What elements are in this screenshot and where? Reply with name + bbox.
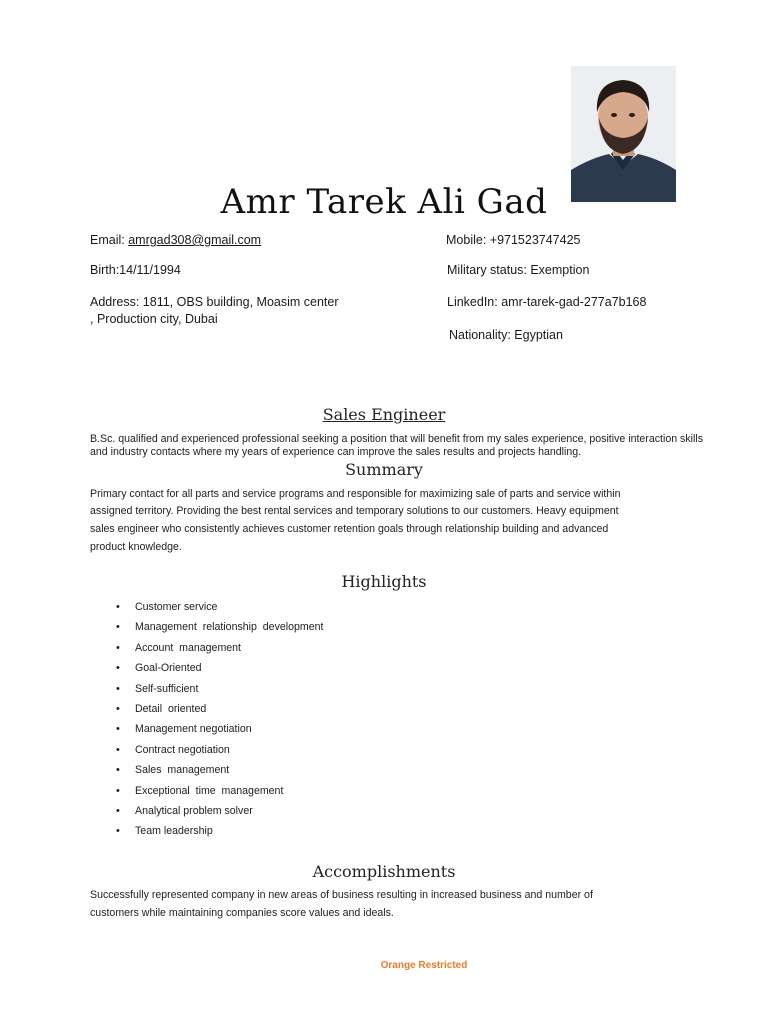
bullet-icon: • [116,702,120,715]
address-line-2: , Production city, Dubai [90,312,218,326]
list-item: • Detail oriented [116,699,323,719]
bullet-icon: • [116,723,120,736]
email-label: Email: [90,233,129,247]
bullet-icon: • [116,662,120,675]
highlights-list [116,597,323,842]
address-line-1: Address: 1811, OBS building, Moasim center [90,295,339,309]
list-item: • Contract negotiation [116,740,323,760]
bullet-icon: • [116,621,120,634]
bullet-icon: • [116,804,120,817]
summary-line-4: product knowledge. [90,541,182,553]
objective-line-1: B.Sc. qualified and experienced professional seeking a position that will benefit from my sales experience, positive interaction skills [90,433,703,445]
summary-heading: Summary [345,460,423,479]
list-item: • Goal-Oriented [116,658,323,678]
bullet-icon: • [116,784,120,797]
birth-line: Birth:14/11/1994 [90,263,181,277]
candidate-name: Amr Tarek Ali Gad [220,182,548,222]
list-item: • Self-sufficient [116,679,323,699]
list-item: • Customer service [116,597,323,617]
classification-label: Orange Restricted [380,960,468,971]
nationality-line: Nationality: Egyptian [449,328,563,342]
highlights-heading: Highlights [341,572,427,591]
list-item: • Team leadership [116,821,323,841]
list-item: • Management negotiation [116,719,323,739]
summary-line-1: Primary contact for all parts and service programs and responsible for maximizing sale of parts and service within [90,488,621,500]
job-title-heading: Sales Engineer [322,405,446,424]
accomplishments-heading: Accomplishments [312,862,456,881]
list-item: • Analytical problem solver [116,801,323,821]
list-item: • Account management [116,638,323,658]
accomplishments-line-1: Successfully represented company in new areas of business resulting in increased business and number of [90,889,593,901]
email-link[interactable]: amrgad308@gmail.com [128,233,262,247]
summary-line-2: assigned territory. Providing the best rental services and temporary solutions to our customers. Heavy equipment [90,505,619,517]
summary-line-3: sales engineer who consistently achieves customer retention goals through relationship building and advanced [90,523,609,535]
objective-line-2: and industry contacts where my years of experience can improve the sales results and projects handling. [90,446,582,458]
bullet-icon: • [116,682,120,695]
military-status-line: Military status: Exemption [447,263,590,277]
list-item: • Exceptional time management [116,781,323,801]
accomplishments-line-2: customers while maintaining companies score values and ideals. [90,907,394,919]
email-line [90,232,261,249]
bullet-icon: • [116,825,120,838]
bullet-icon: • [116,641,120,654]
list-item: • Sales management [116,760,323,780]
linkedin-line: LinkedIn: amr-tarek-gad-277a7b168 [447,295,647,309]
bullet-icon: • [116,601,120,613]
bullet-icon: • [116,764,120,777]
mobile-line: Mobile: +971523747425 [446,233,581,247]
bullet-icon: • [116,743,120,756]
list-item: • Management relationship development [116,617,323,637]
